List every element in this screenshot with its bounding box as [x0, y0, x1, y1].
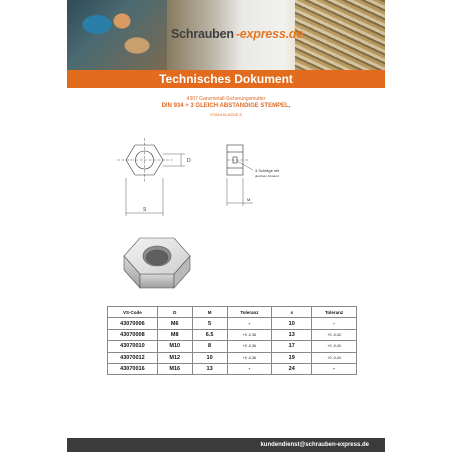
note-leader — [237, 161, 253, 170]
table-row — [108, 352, 357, 363]
cell-code: 43070006 — [108, 318, 158, 329]
note-line-2: gleichem Abstand — [255, 174, 279, 178]
cell-m: 8 — [192, 341, 227, 352]
label-m: M — [247, 197, 251, 202]
product-standard: DIN 934 + 3 GLEICH ABSTANDIGE STEMPEL, — [161, 103, 291, 109]
cell-tolerance-m: +0 -0,36 — [227, 352, 272, 363]
table-row — [108, 318, 357, 329]
cell-code: 43070012 — [108, 352, 158, 363]
nut-side-front — [140, 274, 174, 288]
technical-drawing — [67, 128, 385, 228]
tools-photo — [67, 0, 167, 70]
cell-d: M6 — [157, 318, 192, 329]
column-header: Toleranz — [312, 307, 357, 318]
table-row — [108, 341, 357, 352]
cell-m: 13 — [192, 363, 227, 374]
specification-table — [107, 306, 357, 375]
cell-d: M10 — [157, 341, 192, 352]
label-d: D — [187, 158, 191, 164]
cell-d: M16 — [157, 363, 192, 374]
header-banner — [67, 0, 385, 70]
brand-logo — [171, 21, 304, 47]
cell-m: 6.5 — [192, 329, 227, 340]
column-header: s — [272, 307, 312, 318]
cell-tolerance-m: +0 -0,36 — [227, 341, 272, 352]
table-row — [108, 329, 357, 340]
cell-s: 10 — [272, 318, 312, 329]
cell-tolerance-s: +0 -0,44 — [312, 352, 357, 363]
nut-3d-render — [112, 230, 232, 300]
product-class: STAHLKLASSE 8 — [210, 112, 242, 117]
note-line-1: 3 Schläge mit — [255, 168, 280, 173]
cell-tolerance-s: - — [312, 363, 357, 374]
column-header: VS-Code — [108, 307, 158, 318]
cell-tolerance-m: - — [227, 318, 272, 329]
cell-m: 10 — [192, 352, 227, 363]
logo-main-text: Schrauben — [171, 27, 234, 41]
screws-photo — [295, 0, 385, 70]
cell-code: 43070016 — [108, 363, 158, 374]
cell-tolerance-s: +0 -0,43 — [312, 341, 357, 352]
table-row — [108, 363, 357, 374]
cell-s: 13 — [272, 329, 312, 340]
cell-s: 17 — [272, 341, 312, 352]
cell-s: 24 — [272, 363, 312, 374]
cell-m: 5 — [192, 318, 227, 329]
contact-email[interactable]: kundendienst@schrauben-express.de — [260, 442, 369, 448]
label-s: S — [143, 207, 147, 213]
cell-d: M8 — [157, 329, 192, 340]
cell-code: 43070008 — [108, 329, 158, 340]
footer-bar — [67, 438, 385, 452]
cell-tolerance-s: +0 -0,43 — [312, 329, 357, 340]
cell-code: 43070010 — [108, 341, 158, 352]
document-page — [67, 0, 385, 452]
cell-tolerance-m: +0 -0,36 — [227, 329, 272, 340]
document-title: Technisches Dokument — [67, 70, 385, 88]
cell-s: 19 — [272, 352, 312, 363]
column-header: M — [192, 307, 227, 318]
cell-tolerance-m: - — [227, 363, 272, 374]
logo-accent-text: -express.de — [235, 27, 304, 41]
product-name: 4307 Ganzmetall-Sicherungsmutter — [186, 96, 266, 102]
column-header: Toleranz — [227, 307, 272, 318]
cell-tolerance-s: - — [312, 318, 357, 329]
column-header: D — [157, 307, 192, 318]
cell-d: M12 — [157, 352, 192, 363]
table-header-row — [108, 307, 357, 318]
